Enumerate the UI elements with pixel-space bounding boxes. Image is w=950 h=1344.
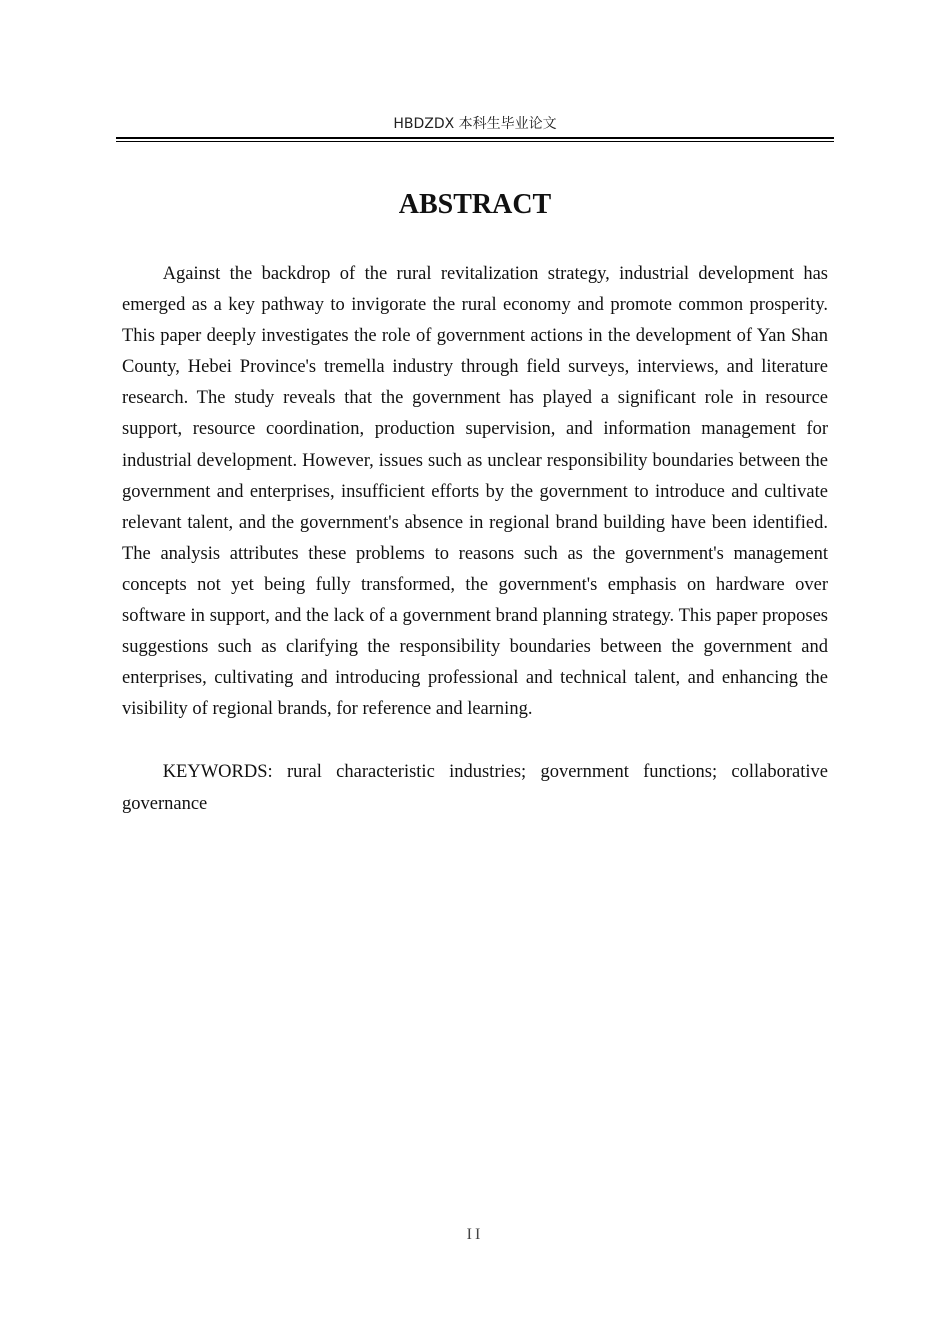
keywords-line: KEYWORDS: rural characteristic industries; government functions; collaborative governance [122, 762, 828, 814]
abstract-body: Against the backdrop of the rural revitalization strategy, industrial development has emerged as a key pathway to invigorate the rural economy and promote common prosperity. This paper deeply investigates the role of government actions in the development of Yan Shan County, Hebei Province's tremella industry through field surveys, interviews, and literature research. The study reveals that the government has played a significant role in resource support, resource coordination, production supervision, and information management for industrial development. However, issues such as unclear responsibility boundaries between the government and enterprises, insufficient efforts by the government to introduce and cultivate relevant talent, and the government's absence in regional brand building have been identified. The analysis attributes these problems to reasons such as the government's management concepts not yet being fully transformed, the government's emphasis on hardware over software in support, and the lack of a government brand planning strategy. This paper proposes suggestions such as clarifying the responsibility boundaries between the government and enterprises, cultivating and introducing professional and technical talent, and enhancing the visibility of regional brands, for reference and learning. [122, 264, 828, 720]
abstract-title: ABSTRACT [398, 189, 552, 220]
header-rule-thick [116, 137, 834, 139]
page-number: II [466, 1226, 484, 1243]
running-header: HBDZDX 本科生毕业论文 [393, 116, 557, 132]
header-rule-thin [116, 141, 834, 142]
